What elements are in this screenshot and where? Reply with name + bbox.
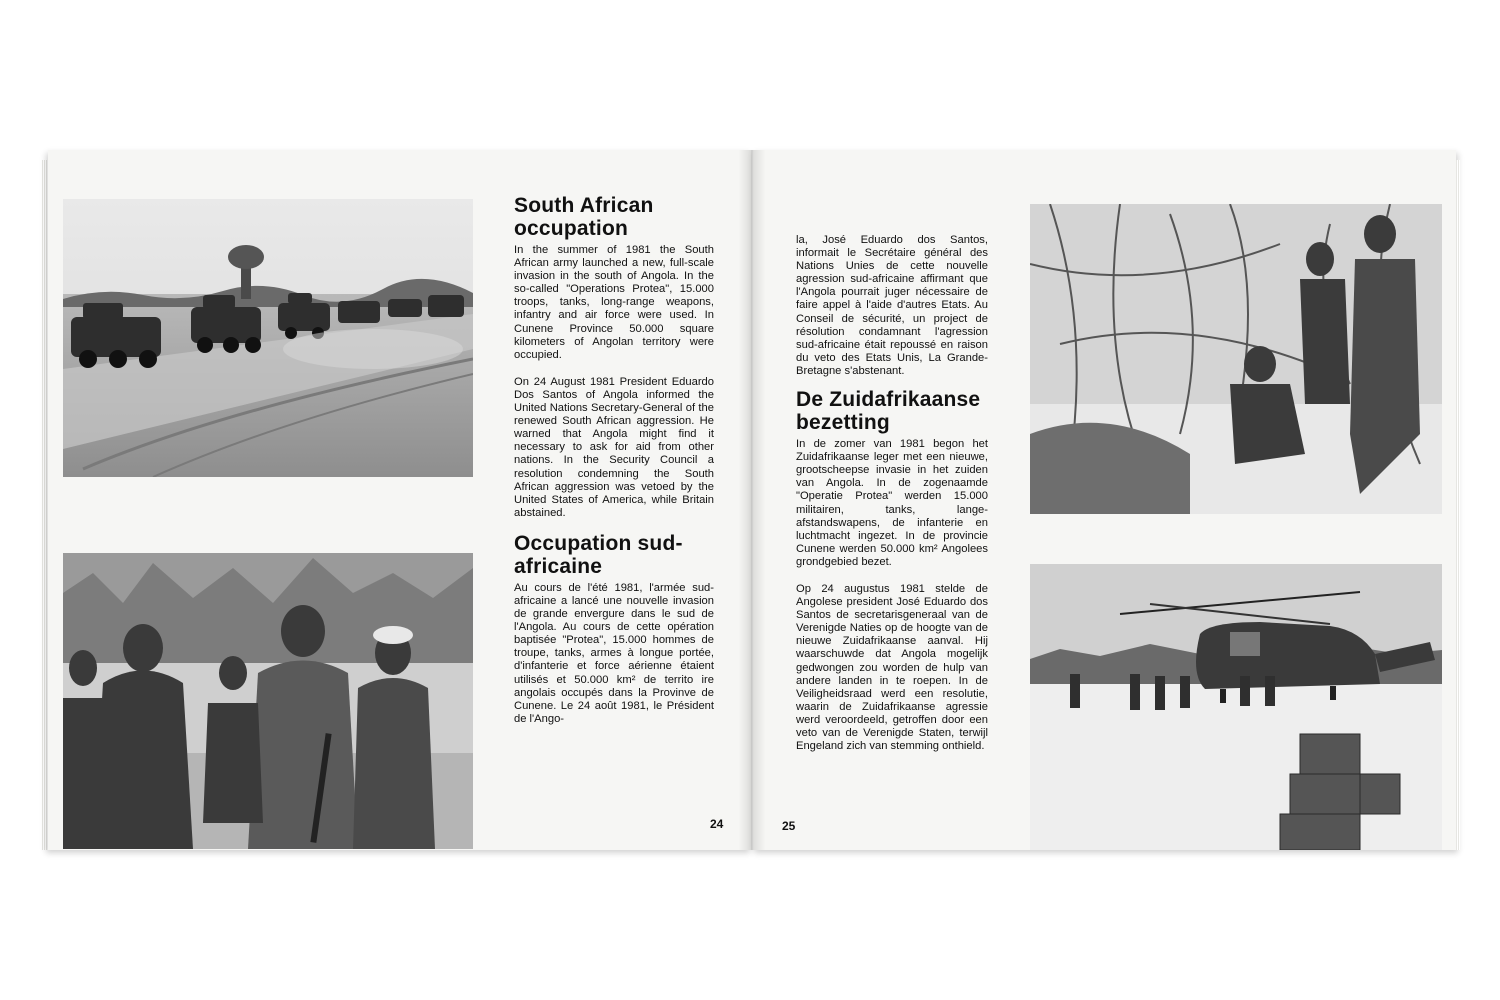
left-text-column xyxy=(514,194,714,740)
photo-helicopter-landing xyxy=(1030,564,1442,850)
right-text-column xyxy=(796,234,988,767)
page-number-right: 25 xyxy=(782,819,796,833)
book-gutter xyxy=(738,150,766,850)
paragraph-en-1: In the summer of 1981 the South African army launched a new, full-scale invasion in the south of Angola. In the so-called "Operations Protea", 15.000 troops, tanks, long-range weapons, infantry and air force were used. In Cunene Province 50.000 square kilometers of Angolan territory were occupied. xyxy=(514,244,714,361)
paragraph-en-2: On 24 August 1981 President Eduardo Dos Santos of Angola informed the United Nations Secretary-General of the renewed South African aggression. He warned that Angola might find it necessary to ask for aid from other nations. In the Security Council a resolution condemning the South African aggression was vetoed by the United States of America, while Britain abstained. xyxy=(514,375,714,519)
heading-occupation-sud-africaine: Occupation sud-africaine xyxy=(514,531,683,578)
booklet-spread xyxy=(48,150,1456,850)
heading-south-african-occupation: South African occupation xyxy=(514,194,654,240)
left-page xyxy=(48,150,752,850)
photo-soldiers-group xyxy=(63,553,473,849)
right-page xyxy=(752,150,1456,850)
paragraph-nl-2: Op 24 augustus 1981 stelde de Angolese president José Eduardo dos Santos de secretarisgeneraal van de Verenigde Naties op de hoogte van de nieuwe Zuidafrikaanse aanval. Hij waarschuwde dat Angola mogelijk gedwongen zou worden de hulp van andere landen in te roepen. In de Veiligheidsraad werd een resolutie, waarin de Zuidafrikaanse agressie werd veroordeeld, getroffen door een veto van de Verenigde Staten, terwijl Engeland zich van stemming onthield. xyxy=(796,582,988,753)
right-page-edges xyxy=(1456,160,1460,850)
paragraph-fr-2: la, José Eduardo dos Santos, informait le Secrétaire général des Nations Unies de cette nouvelle agression sud-africaine affirmant que l'Angola pourrait juger nécessaire de faire appel à l'aide d'autres Etats. Au Conseil de sécurité, un project de résolution condamnant l'agression sud-africaine était repoussé en raison du veto des Etats Unis, La Grande-Bretagne s'abstenant. xyxy=(796,234,988,377)
heading-de-zuidafrikaanse-bezetting: De Zuidafrikaanse bezetting xyxy=(796,388,981,435)
paragraph-fr-1: Au cours de l'été 1981, l'armée sud-africaine a lancé une nouvelle invasion de grande envergure dans le sud de l'Angola. Au cours de cette opération baptisée "Protea", 15.000 hommes de troupe, tanks, armes à longue portée, d'infanterie et force aérienne étaient utilisés et 50.000 km² de territo ire angolais occupés dans la Provinve de Cunene. Le 24 août 1981, le Président de l'Ango- xyxy=(514,581,714,725)
photo-armored-convoy xyxy=(63,199,473,477)
page-number-left: 24 xyxy=(710,817,724,831)
photo-soldiers-in-bush xyxy=(1030,204,1442,514)
paragraph-nl-1: In de zomer van 1981 begon het Zuidafrikaanse leger met een nieuwe, grootscheepse invasie in het zuiden van Angola. In de zogenaamde "Operatie Protea" werden 15.000 militairen, tanks, lange-afstandswapens, de infanterie en luchtmacht ingezet. In de provincie Cunene werden 50.000 km² Angolees grondgebied bezet. xyxy=(796,438,988,568)
